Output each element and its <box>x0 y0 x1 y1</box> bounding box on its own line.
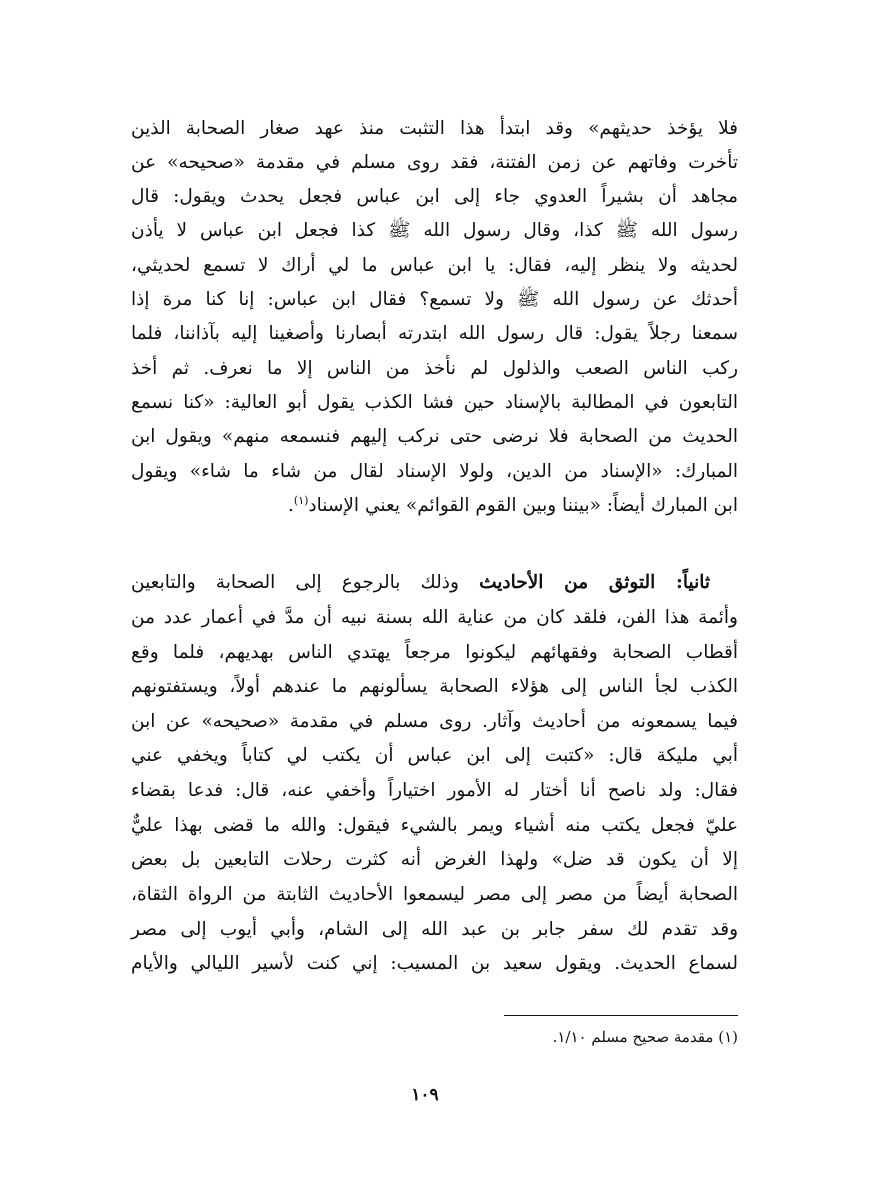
text-line: لحديثه ولا ينظر إليه، فقال: يا ابن عباس ما لي أراك لا تسمع لحديثي، <box>131 255 738 276</box>
footnote-divider <box>504 1015 738 1016</box>
text-line: رسول الله ﷺ كذا، وقال رسول الله ﷺ كذا فجعل ابن عباس لا يأذن <box>131 220 738 241</box>
text-line: وأئمة هذا الفن، فلقد كان من عناية الله بسنة نبيه أن مدَّ في أعمار عدد من <box>131 607 738 628</box>
text-line: لسماع الحديث. ويقول سعيد بن المسيب: إني كنت لأسير الليالي والأيام <box>131 953 738 974</box>
text-line-last <box>131 493 738 519</box>
text-line: تأخرت وفاتهم عن زمن الفتنة، فقد روى مسلم في مقدمة «صحيحه» عن <box>131 152 738 173</box>
text-line: التابعون في المطالبة بالإسناد حين فشا الكذب يقول أبو العالية: «كنا نسمع <box>131 392 738 413</box>
text-line: أقطاب الصحابة وفقهائهم ليكونوا مرجعاً يهتدي الناس بهديهم، فلما وقع <box>131 642 738 663</box>
paragraph-first-line <box>131 570 738 596</box>
text-line: فقال: ولد ناصح أنا أختار له الأمور اختياراً وأخفي عنه، قال: فدعا بقضاء <box>131 780 738 801</box>
text-line: الصحابة أيضاً من مصر إلى مصر ليسمعوا الأحاديث الثابتة من الرواة الثقاة، <box>131 884 738 905</box>
text-line: فلا يؤخذ حديثهم» وقد ابتدأ هذا التثبت منذ عهد صغار الصحابة الذين <box>131 118 738 139</box>
text-line: إلا أن يكون قد ضل» ولهذا الغرض أنه كثرت رحلات التابعين بل بعض <box>131 849 738 870</box>
footnote: (١) مقدمة صحيح مسلم ١/١٠. <box>552 1028 738 1046</box>
text-line: وقد تقدم لك سفر جابر بن عبد الله إلى الشام، وأبي أيوب إلى مصر <box>131 919 738 940</box>
text-line: أبي مليكة قال: «كتبت إلى ابن عباس أن يكتب لي كتاباً ويخفي عني <box>131 745 738 766</box>
text-fragment: ابن المبارك أيضاً: «بيننا وبين القوم القوائم» يعني الإسناد <box>308 495 738 516</box>
text-line: سمعنا رجلاً يقول: قال رسول الله ابتدرته أبصارنا وأصغينا إليه بآذاننا، فلما <box>131 323 738 344</box>
text-fragment: وذلك بالرجوع إلى الصحابة والتابعين <box>131 572 480 593</box>
footnote-reference: (١) <box>293 493 309 507</box>
text-line: فيما يسمعونه من أحاديث وآثار. روى مسلم في مقدمة «صحيحه» عن ابن <box>131 711 738 732</box>
text-line: أحدثك عن رسول الله ﷺ ولا تسمع؟ فقال ابن عباس: إنا كنا مرة إذا <box>131 289 738 310</box>
text-line: مجاهد أن بشيراً العدوي جاء إلى ابن عباس فجعل يحدث ويقول: قال <box>131 186 738 207</box>
text-line: عليّ فجعل يكتب منه أشياء ويمر بالشيء فيقول: والله ما قضى بهذا عليٌّ <box>131 815 738 836</box>
text-line: ركب الناس الصعب والذلول لم نأخذ من الناس إلا ما نعرف. ثم أخذ <box>131 358 738 379</box>
section-heading: ثانياً: التوثق من الأحاديث <box>479 572 711 593</box>
page-number: ١٠٩ <box>411 1085 439 1105</box>
text-line: الكذب لجأ الناس إلى هؤلاء الصحابة يسألونهم ما عندهم أولاً، ويستفتونهم <box>131 676 738 697</box>
text-fragment: . <box>288 495 294 516</box>
text-line: الحديث من الصحابة فلا نرضى حتى نركب إليهم فنسمعه منهم» ويقول ابن <box>131 426 738 447</box>
text-line: المبارك: «الإسناد من الدين، ولولا الإسناد لقال من شاء ما شاء» ويقول <box>131 461 738 482</box>
